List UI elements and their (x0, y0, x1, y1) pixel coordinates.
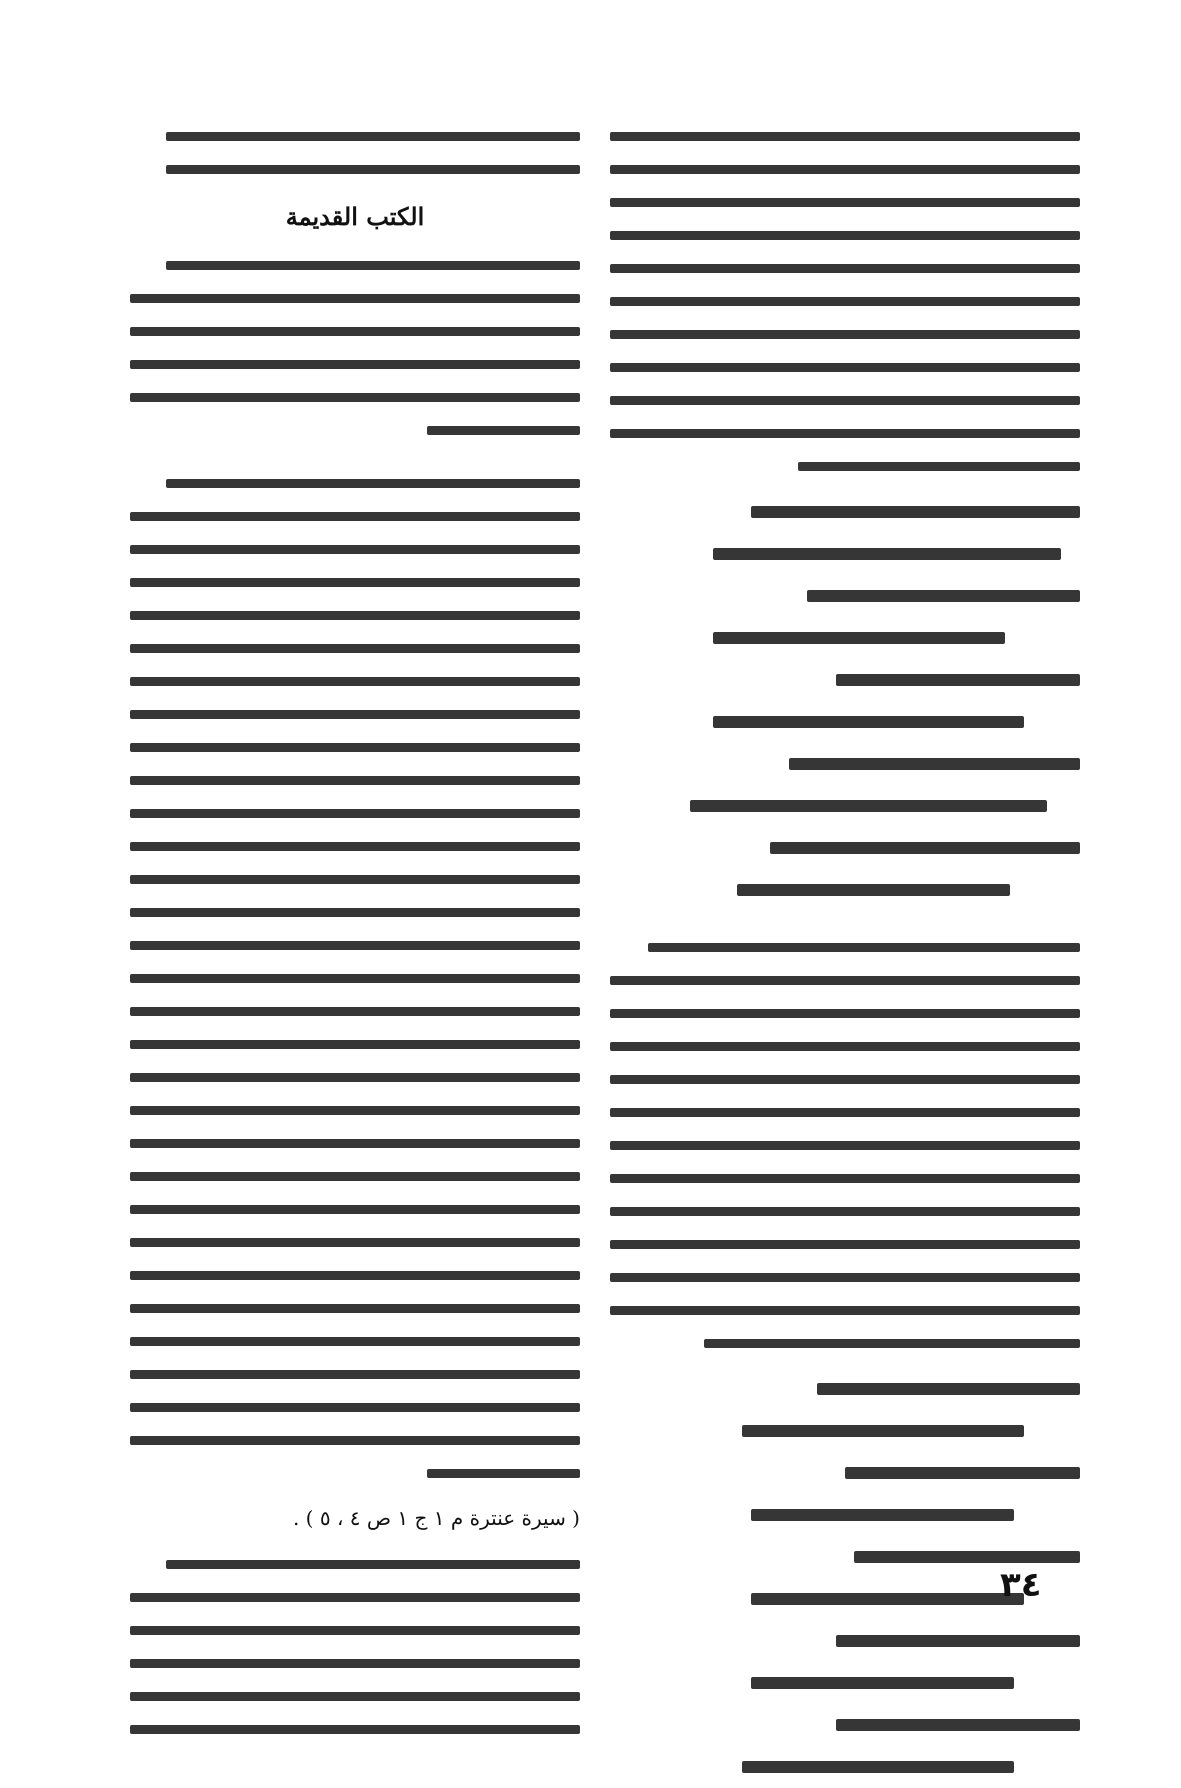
text-line (610, 1162, 1080, 1193)
verse-line (610, 491, 1080, 531)
text-line (610, 450, 1080, 481)
text-line (130, 1127, 580, 1158)
verse-line (610, 1704, 1080, 1744)
text-line (130, 1358, 580, 1389)
text-line (130, 929, 580, 960)
verse-line (610, 785, 1080, 825)
text-line (130, 1094, 580, 1125)
text-line (130, 1160, 580, 1191)
verse-line (610, 1746, 1080, 1786)
text-line (610, 318, 1080, 349)
text-line (130, 995, 580, 1026)
text-line (130, 1028, 580, 1059)
text-line (130, 599, 580, 630)
text-line (130, 1193, 580, 1224)
verse-line (610, 743, 1080, 783)
text-line (610, 417, 1080, 448)
text-line (130, 1226, 580, 1257)
text-line (610, 285, 1080, 316)
text-line (130, 348, 580, 379)
paragraph (130, 467, 580, 1488)
text-line (610, 1261, 1080, 1292)
verse-line (610, 1620, 1080, 1660)
text-line (610, 1228, 1080, 1259)
text-line (130, 1548, 580, 1579)
verse-line (610, 827, 1080, 867)
paragraph (610, 931, 1080, 1358)
left-column (130, 120, 580, 1746)
paragraph (130, 1548, 580, 1744)
text-line (130, 863, 580, 894)
text-line (130, 962, 580, 993)
text-line (130, 500, 580, 531)
source-citation: ( سيرة عنترة م ١ ج ١ ص ٤ ، ٥ ) . (292, 1506, 580, 1530)
text-line (130, 566, 580, 597)
verse-line (610, 869, 1080, 909)
poem-block (610, 491, 1080, 909)
text-line (130, 249, 580, 280)
text-line (130, 153, 580, 184)
text-line (610, 1030, 1080, 1061)
text-line (130, 1647, 580, 1678)
verse-line (610, 617, 1080, 657)
text-line (130, 120, 580, 151)
text-line (610, 997, 1080, 1028)
paragraph (130, 120, 580, 184)
text-line (610, 252, 1080, 283)
text-line (610, 964, 1080, 995)
text-line (130, 632, 580, 663)
text-line (130, 1061, 580, 1092)
text-line (130, 731, 580, 762)
text-line (610, 351, 1080, 382)
paragraph (130, 249, 580, 445)
verse-line (610, 701, 1080, 741)
verse-line (610, 1662, 1080, 1702)
text-line (610, 120, 1080, 151)
text-line (610, 931, 1080, 962)
text-line (130, 533, 580, 564)
text-line (130, 665, 580, 696)
text-line (610, 153, 1080, 184)
page-number: ٣٤ (1000, 1565, 1042, 1605)
text-line (610, 1129, 1080, 1160)
text-line (610, 219, 1080, 250)
text-line (610, 1327, 1080, 1358)
text-line (130, 1614, 580, 1645)
text-line (130, 764, 580, 795)
text-line (130, 1424, 580, 1455)
text-line (130, 896, 580, 927)
section-heading: الكتب القديمة (285, 202, 425, 231)
verse-line (610, 1368, 1080, 1408)
verse-line (610, 1494, 1080, 1534)
text-line (130, 381, 580, 412)
text-line (130, 1391, 580, 1422)
right-column (610, 120, 1080, 1788)
verse-line (610, 1410, 1080, 1450)
verse-line (610, 1452, 1080, 1492)
text-line (610, 186, 1080, 217)
text-line (610, 384, 1080, 415)
text-line (130, 797, 580, 828)
text-line (130, 1292, 580, 1323)
text-line (130, 1680, 580, 1711)
text-line (610, 1063, 1080, 1094)
text-line (130, 1325, 580, 1356)
text-line (130, 315, 580, 346)
text-line (130, 698, 580, 729)
verse-line (610, 575, 1080, 615)
text-line (130, 1581, 580, 1612)
text-line (130, 1259, 580, 1290)
text-line (130, 830, 580, 861)
text-line (610, 1294, 1080, 1325)
verse-line (610, 533, 1080, 573)
text-line (610, 1096, 1080, 1127)
paragraph (610, 120, 1080, 481)
text-line (130, 1457, 580, 1488)
text-line (130, 282, 580, 313)
text-line (130, 467, 580, 498)
text-line (130, 1713, 580, 1744)
text-line (130, 414, 580, 445)
text-line (610, 1195, 1080, 1226)
verse-line (610, 659, 1080, 699)
